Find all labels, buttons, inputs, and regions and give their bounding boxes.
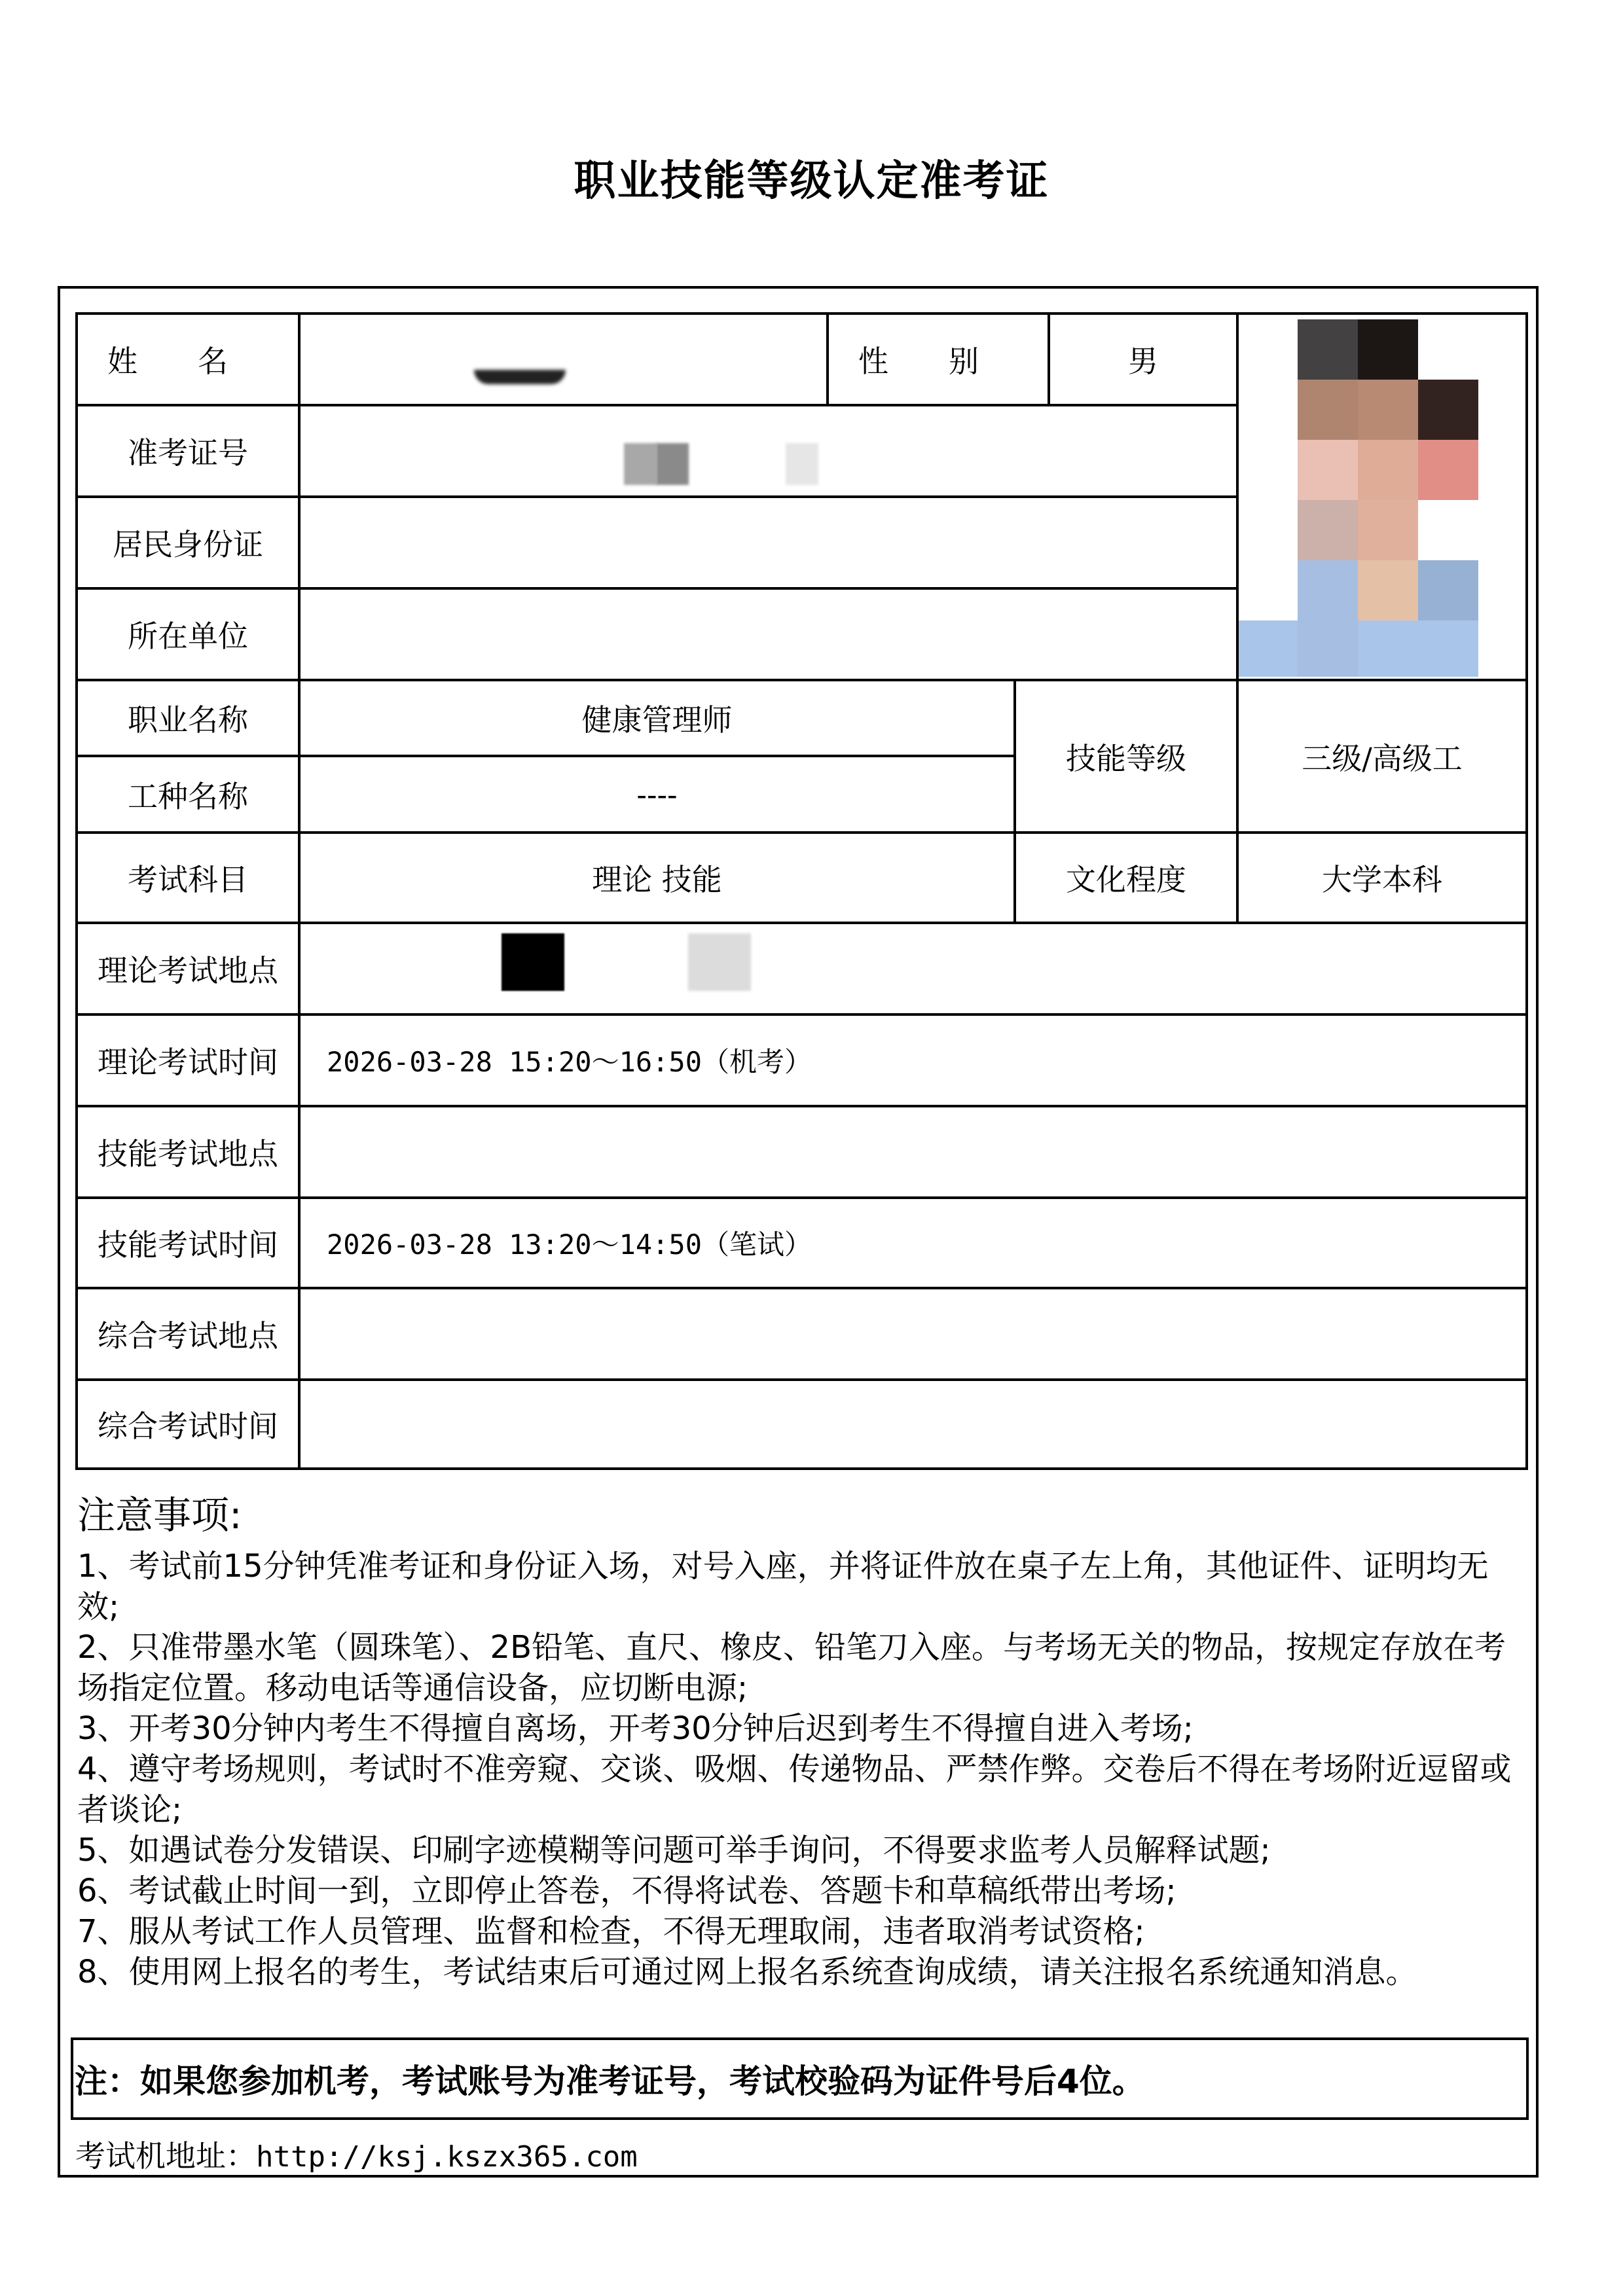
photo-pixel [1418,380,1478,440]
photo-pixel [1237,620,1298,677]
skill-time-value: 2026-03-28 13:20～14:50（笔试） [327,1229,812,1261]
note-item: 3、开考30分钟内考生不得擅自离场，开考30分钟后迟到考生不得擅自进入考场; [77,1710,1194,1747]
machine-exam-notice [71,2037,1529,2120]
photo-pixel [1298,440,1358,500]
worktype-label-cell [75,755,301,834]
name-label: 姓 名 [107,344,228,379]
ticket-value-cell [298,404,1239,498]
skill-place-label: 技能考试地点 [98,1136,278,1172]
url-label: 考试机地址： [75,2138,256,2174]
exam-url-link[interactable]: http://ksj.kszx365.com [256,2140,638,2174]
gender-value: 男 [1128,344,1158,379]
subject-label-cell [75,831,301,924]
education-value-cell [1236,831,1528,924]
occupation-label-cell [75,679,301,757]
skill-time-value-cell [298,1196,1528,1289]
comp-place-label-cell [75,1287,301,1381]
education-value: 大学本科 [1322,862,1442,897]
ticket-label-cell [75,404,301,498]
unit-value-cell [298,587,1239,681]
photo-pixel [1298,500,1358,560]
photo-pixel [1298,620,1358,677]
level-value-cell [1236,679,1528,834]
notes-title: 注意事项: [77,1493,242,1537]
photo-pixel [1418,440,1478,500]
worktype-value: ---- [636,776,678,812]
theory-time-label-cell [75,1013,301,1107]
candidate-photo [1237,315,1525,677]
note-item: 8、使用网上报名的考生，考试结束后可通过网上报名系统查询成绩，请关注报名系统通知消息。 [77,1954,1417,1990]
id-label-cell [75,495,301,590]
comp-time-label: 综合考试时间 [98,1408,278,1444]
note-item: 6、考试截止时间一到，立即停止答卷，不得将试卷、答题卡和草稿纸带出考场; [77,1873,1176,1909]
skill-time-label-cell [75,1196,301,1289]
name-value-cell [298,312,829,406]
redacted-ticket-3 [786,443,818,485]
photo-pixel [1298,380,1358,440]
worktype-value-cell [298,755,1016,834]
skill-place-value-cell [298,1105,1528,1199]
theory-place-value-cell [298,922,1528,1016]
subject-label: 考试科目 [128,862,248,897]
gender-label: 性 别 [858,344,979,379]
comp-place-value-cell [298,1287,1528,1381]
gender-value-cell [1048,312,1239,406]
note-item: 2、只准带墨水笔（圆珠笔）、2B铅笔、直尺、橡皮、铅笔刀入座。与考场无关的物品，按规定存放在考场指定位置。移动电话等通信设备，应切断电源; [77,1629,1506,1706]
photo-pixel [1358,380,1418,440]
photo-pixel [1358,440,1418,500]
theory-place-label-cell [75,922,301,1016]
theory-time-value: 2026-03-28 15:20～16:50（机考） [327,1046,812,1078]
occupation-value-cell [298,679,1016,757]
subject-value: 理论 技能 [592,862,722,897]
redacted-theory-place-1 [501,933,564,991]
note-item: 4、遵守考场规则，考试时不准旁窥、交谈、吸烟、传递物品、严禁作弊。交卷后不得在考场附近逗留或者谈论; [77,1751,1512,1828]
note-item: 5、如遇试卷分发错误、印刷字迹模糊等问题可举手询问，不得要求监考人员解释试题; [77,1832,1271,1869]
photo-pixel [1298,319,1358,380]
redacted-theory-place-2 [688,933,751,991]
worktype-label: 工种名称 [128,778,248,814]
note-item: 1、考试前15分钟凭准考证和身份证入场，对号入座，并将证件放在桌子左上角，其他证件、证明均无效; [77,1548,1489,1625]
theory-time-value-cell [298,1013,1528,1107]
redacted-ticket-1 [624,443,657,485]
ticket-label: 准考证号 [128,435,248,471]
occupation-label: 职业名称 [128,702,248,738]
level-value: 三级/高级工 [1302,740,1463,776]
id-label: 居民身份证 [113,527,263,562]
exam-url-line [75,2132,638,2176]
unit-label-cell [75,587,301,681]
note-item: 7、服从考试工作人员管理、监督和检查，不得无理取闹，违者取消考试资格; [77,1913,1145,1950]
id-value-cell [298,495,1239,590]
theory-place-label: 理论考试地点 [98,953,278,988]
level-label: 技能等级 [1066,740,1186,776]
gender-label-cell [826,312,1050,406]
redacted-ticket-2 [656,443,689,485]
photo-pixel [1358,319,1418,380]
occupation-value: 健康管理师 [581,702,733,738]
notes-list [77,1546,1527,1992]
skill-place-label-cell [75,1105,301,1199]
skill-time-label: 技能考试时间 [98,1227,278,1263]
name-label-cell [75,312,301,406]
comp-time-label-cell [75,1378,301,1470]
notice-text: 注：如果您参加机考，考试账号为准考证号，考试校验码为证件号后4位。 [75,2062,1145,2100]
photo-pixel [1298,560,1358,620]
photo-pixel [1358,560,1418,620]
theory-time-label: 理论考试时间 [98,1045,278,1080]
subject-value-cell [298,831,1016,924]
unit-label: 所在单位 [128,619,248,654]
comp-place-label: 综合考试地点 [98,1318,278,1354]
photo-pixel [1358,620,1418,677]
redacted-name [474,370,566,384]
photo-pixel [1418,620,1478,677]
education-label: 文化程度 [1066,862,1186,897]
education-label-cell [1013,831,1239,924]
page-title: 职业技能等级认定准考证 [574,157,1049,206]
level-label-cell [1013,679,1239,834]
photo-pixel [1418,560,1478,620]
photo-pixel [1358,500,1418,560]
comp-time-value-cell [298,1378,1528,1470]
